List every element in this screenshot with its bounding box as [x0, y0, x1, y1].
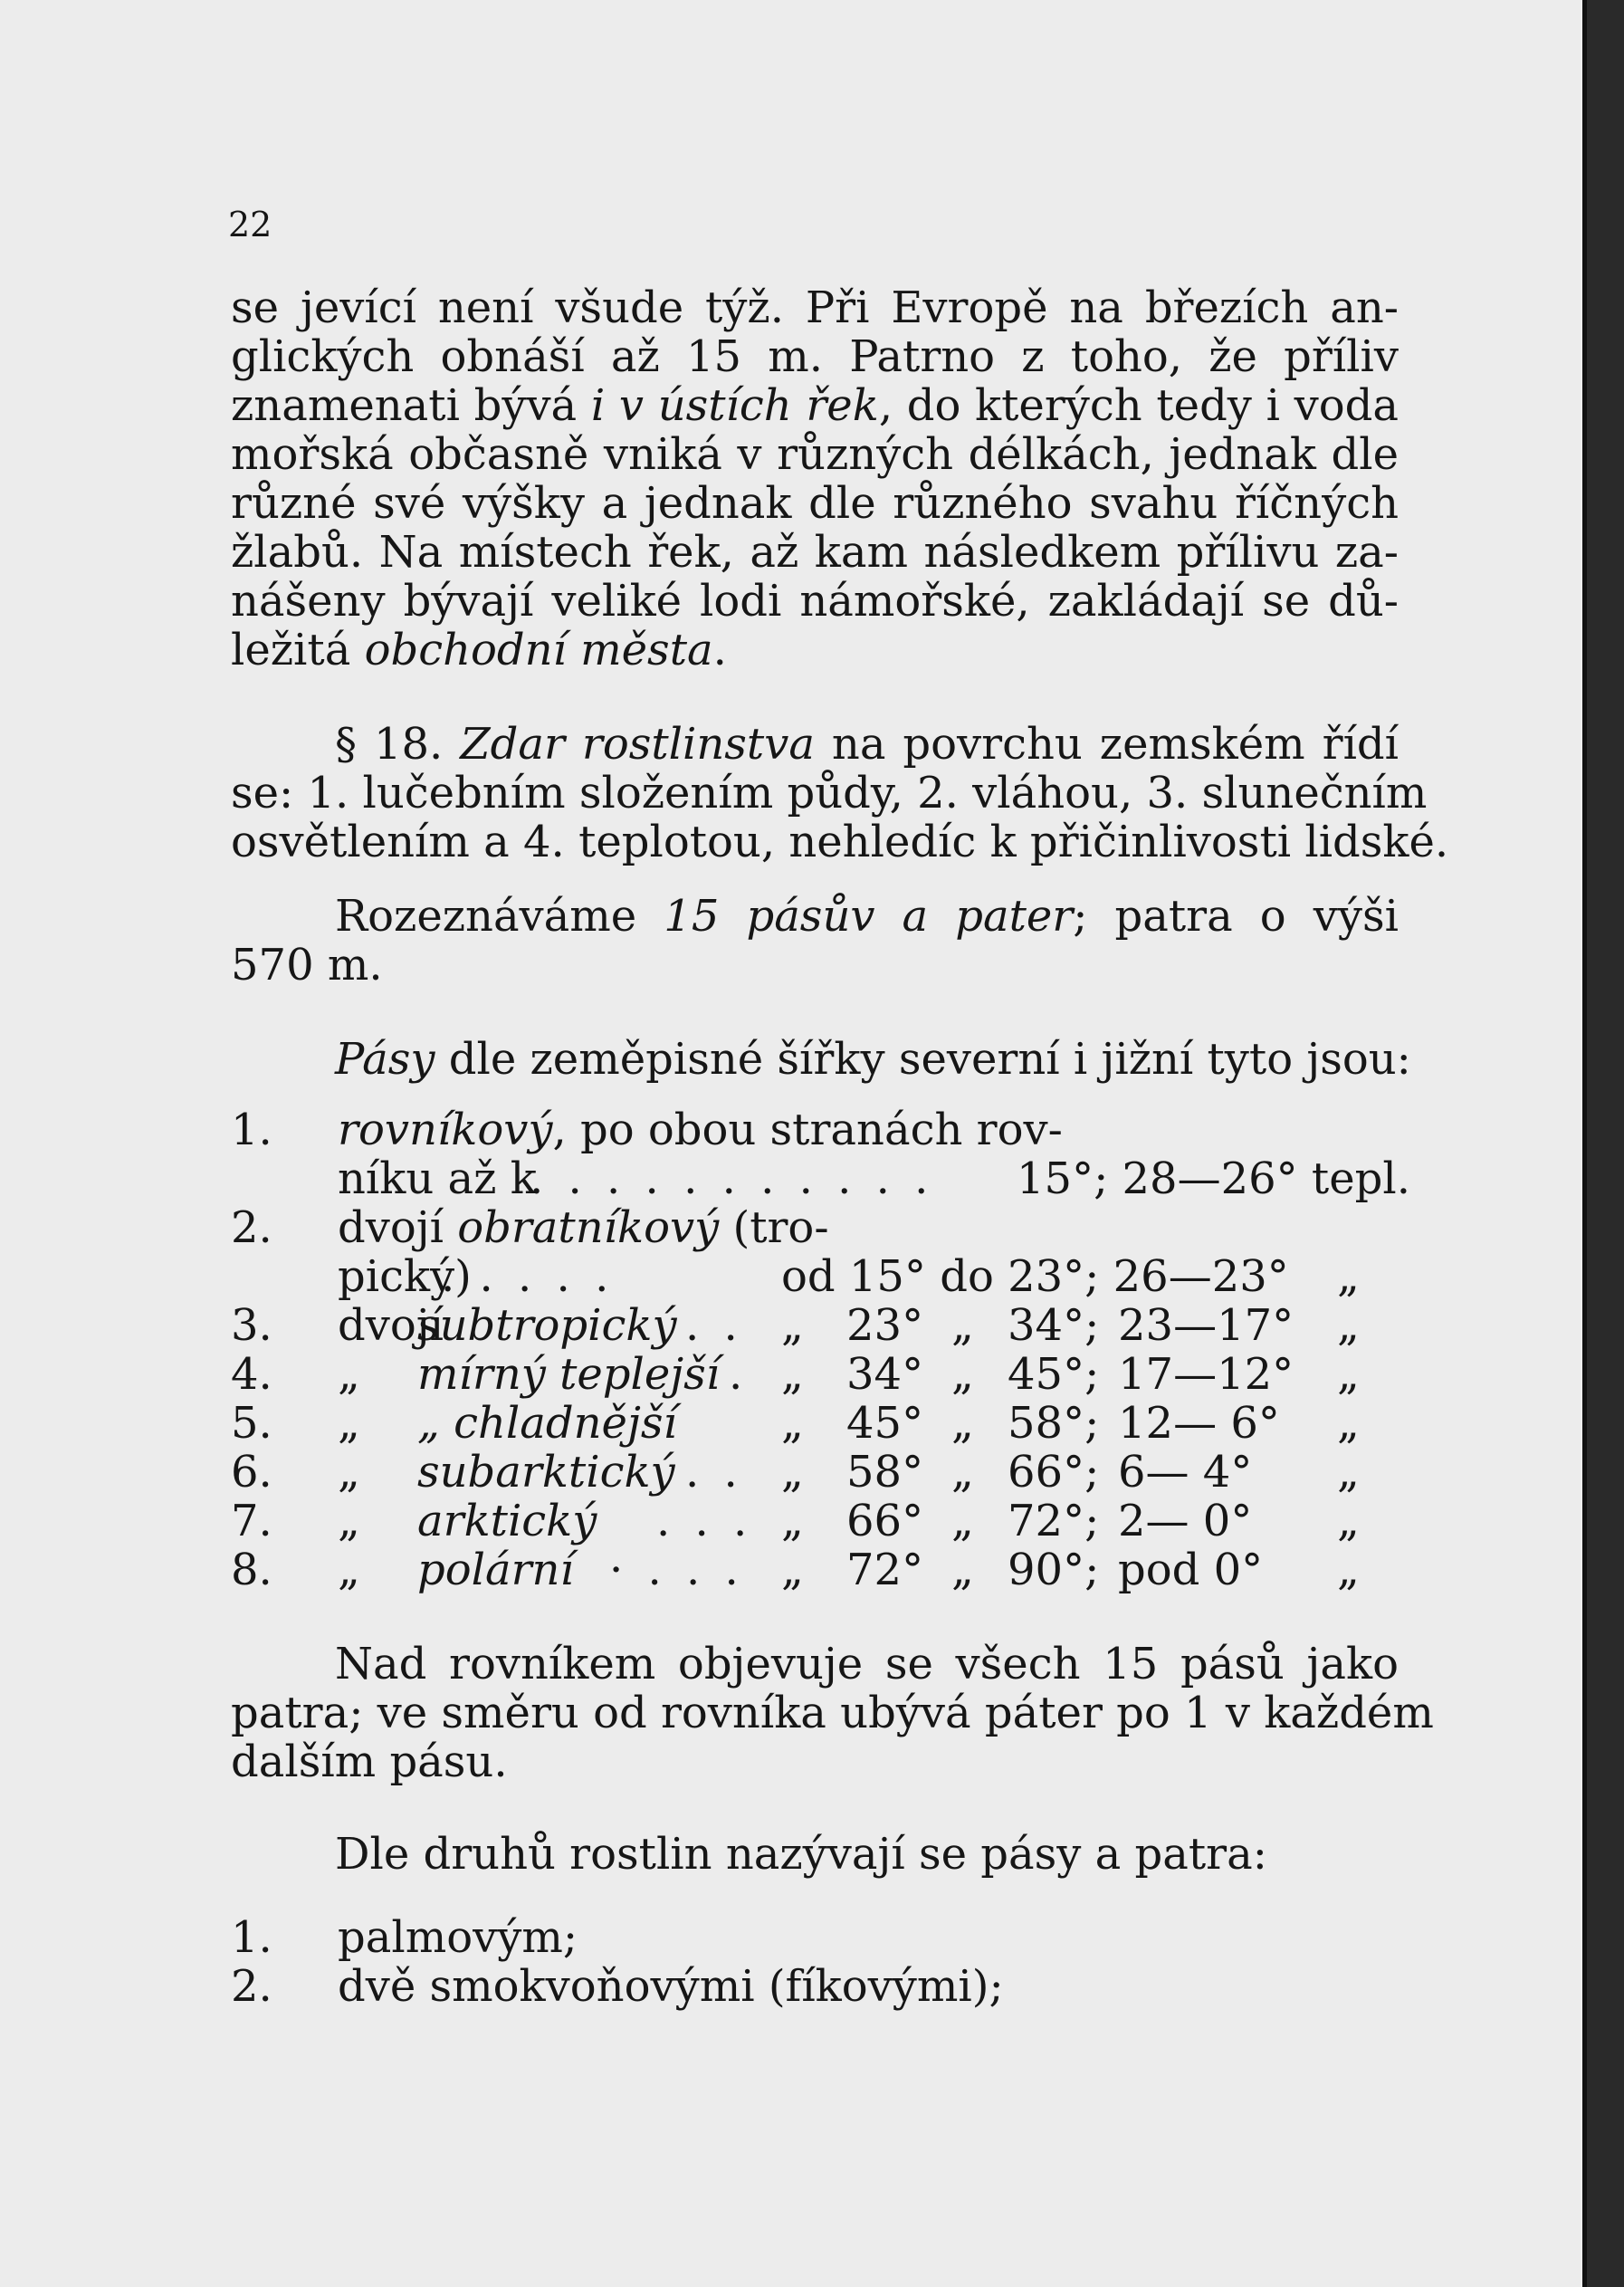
zone-temp: 2— 0°	[1118, 1496, 1253, 1546]
ditto-mark: „	[338, 1496, 360, 1546]
text-line: se: 1. lučebním složením půdy, 2. vláhou, 3. slunečním	[231, 768, 1428, 818]
text-span: ; patra o výši	[1073, 891, 1399, 942]
text-line: 570 m.	[231, 940, 383, 990]
zone-from: 45°	[846, 1398, 924, 1449]
italic-term: obchodní města	[364, 625, 713, 675]
zone-row-2	[231, 1201, 1417, 1255]
text-line	[335, 1032, 1411, 1086]
ditto-mark: „	[338, 1545, 360, 1595]
zone-name: arktický	[417, 1496, 597, 1546]
leader-dots: . . . . . . . . . . .	[530, 1153, 934, 1204]
ditto-mark: „	[1337, 1251, 1360, 1302]
leader-dots: . .	[685, 1447, 743, 1498]
zone-name: obratníkový	[457, 1202, 720, 1253]
zone-label	[338, 1201, 829, 1255]
text-line	[335, 889, 1399, 943]
ditto-mark: „	[781, 1349, 804, 1400]
list-text: palmovým;	[338, 1912, 578, 1963]
zone-name: mírný teplejší	[417, 1349, 721, 1400]
ditto-mark: „	[1337, 1398, 1360, 1449]
leader-dots: . . . . .	[441, 1251, 615, 1302]
text-span: (tro-	[719, 1202, 829, 1253]
text-span: .	[712, 625, 727, 675]
zone-from: 34°	[846, 1349, 924, 1400]
ditto-mark: „	[1337, 1545, 1360, 1595]
zone-temp: 23—17°	[1118, 1300, 1294, 1351]
ditto-mark: „	[951, 1300, 974, 1351]
leader-dots: · . . .	[609, 1545, 744, 1595]
zone-from: 23°	[846, 1300, 924, 1351]
ditto-mark: „	[781, 1398, 804, 1449]
text-line: mořská občasně vniká v různých délkách, jednak dle	[231, 429, 1399, 480]
italic-term: 15 pásův a pater	[664, 891, 1074, 942]
zone-to: 34°;	[1008, 1300, 1100, 1351]
text-span: dle zeměpisné šířky severní i jižní tyto jsou:	[435, 1034, 1411, 1085]
leader-dots: . .	[685, 1300, 743, 1351]
zone-label	[338, 1103, 1063, 1157]
ditto-mark: dvojí	[338, 1300, 444, 1351]
text-span: níku až k	[338, 1153, 537, 1204]
list-number: 2.	[231, 1202, 272, 1253]
ditto-mark: „	[1337, 1496, 1360, 1546]
scan-border	[1587, 0, 1624, 2287]
section-number: § 18.	[335, 719, 461, 770]
list-number: 2.	[231, 1961, 272, 2012]
list-number: 7.	[231, 1496, 272, 1546]
text-line: glických obnáší až 15 m. Patrno z toho, že příliv	[231, 331, 1399, 382]
italic-term: i v ústích řek	[590, 380, 879, 431]
list-number: 1.	[231, 1105, 272, 1155]
zone-name: polární	[417, 1545, 574, 1595]
ditto-mark: „	[951, 1545, 974, 1595]
text-span: , po obou stranách rov-	[552, 1105, 1063, 1155]
zone-to: 58°;	[1008, 1398, 1100, 1449]
list-number: 3.	[231, 1300, 272, 1351]
italic-term: Zdar rostlinstva	[460, 719, 815, 770]
zone-name: „ chladnější	[417, 1398, 677, 1449]
list-number: 4.	[231, 1349, 272, 1400]
zone-row-1	[231, 1103, 1417, 1157]
text-span: na povrchu zemském řídí	[814, 719, 1400, 770]
list-number: 8.	[231, 1545, 272, 1595]
ditto-mark: „	[338, 1447, 360, 1498]
text-line: Nad rovníkem objevuje se všech 15 pásů jako	[335, 1639, 1399, 1689]
text-line: dalším pásu.	[231, 1737, 508, 1787]
zone-range: 15°; 28—26° tepl.	[1017, 1153, 1410, 1204]
zone-to: 45°;	[1008, 1349, 1100, 1400]
zone-row-2-cont	[231, 1249, 1417, 1304]
plant-item-1	[231, 1910, 1417, 1965]
zone-from: 72°	[846, 1545, 924, 1595]
ditto-mark: „	[781, 1496, 804, 1546]
text-line: patra; ve směru od rovníka ubývá páter po 1 v každém	[231, 1688, 1434, 1738]
ditto-mark: „	[1337, 1349, 1360, 1400]
plant-item-2	[231, 1959, 1417, 2014]
leader-dots: . . .	[656, 1496, 753, 1546]
text-line: osvětlením a 4. teplotou, nehledíc k přičinlivosti lidské.	[231, 817, 1449, 867]
zone-name: subarktický	[417, 1447, 675, 1498]
leader-dots: .	[729, 1349, 749, 1400]
ditto-mark: „	[1337, 1447, 1360, 1498]
italic-term: Pásy	[335, 1034, 435, 1085]
ditto-mark: „	[781, 1447, 804, 1498]
zone-temp: 17—12°	[1118, 1349, 1294, 1400]
text-span: znamenati bývá	[231, 380, 591, 431]
zone-to: 66°;	[1008, 1447, 1100, 1498]
ditto-mark: „	[951, 1349, 974, 1400]
zone-to: 72°;	[1008, 1496, 1100, 1546]
zone-row-6	[231, 1445, 1417, 1499]
zone-row-8	[231, 1543, 1417, 1597]
zone-range: od 15° do 23°; 26—23°	[781, 1251, 1289, 1302]
text-span: , do kterých tedy i voda	[878, 380, 1400, 431]
ditto-mark: „	[951, 1398, 974, 1449]
list-text: dvě smokvoňovými (fíkovými);	[338, 1961, 1004, 2012]
text-span: ležitá	[231, 625, 365, 675]
list-number: 5.	[231, 1398, 272, 1449]
list-number: 6.	[231, 1447, 272, 1498]
text-line: Dle druhů rostlin nazývají se pásy a patra:	[335, 1829, 1267, 1880]
zone-to: 90°;	[1008, 1545, 1100, 1595]
text-line: žlabů. Na místech řek, až kam následkem přílivu za-	[231, 527, 1399, 578]
text-line: různé své výšky a jednak dle různého svahu říčných	[231, 478, 1399, 529]
text-line: nášeny bývají veliké lodi námořské, zakládají se dů-	[231, 576, 1399, 627]
ditto-mark: „	[338, 1398, 360, 1449]
zone-row-1-cont	[231, 1152, 1417, 1206]
text-line	[231, 378, 1399, 433]
zone-temp: pod 0°	[1118, 1545, 1264, 1595]
ditto-mark: „	[781, 1545, 804, 1595]
text-span: dvojí	[338, 1202, 458, 1253]
ditto-mark: „	[338, 1349, 360, 1400]
zone-row-4	[231, 1347, 1417, 1402]
ditto-mark: „	[1337, 1300, 1360, 1351]
text-span: pický)	[338, 1251, 472, 1302]
text-span: Rozeznáváme	[335, 891, 664, 942]
zone-name: rovníkový	[338, 1105, 553, 1155]
ditto-mark: „	[781, 1300, 804, 1351]
text-line: se jevící není všude týž. Při Evropě na březích an-	[231, 282, 1399, 333]
zone-row-3	[231, 1298, 1417, 1353]
zone-row-5	[231, 1396, 1417, 1450]
section-heading-line	[335, 717, 1399, 771]
zone-row-7	[231, 1494, 1417, 1548]
list-number: 1.	[231, 1912, 272, 1963]
zone-from: 66°	[846, 1496, 924, 1546]
text-line	[231, 623, 1399, 677]
page-number: 22	[228, 205, 272, 244]
ditto-mark: „	[951, 1447, 974, 1498]
zone-temp: 12— 6°	[1118, 1398, 1280, 1449]
zone-from: 58°	[846, 1447, 924, 1498]
zone-temp: 6— 4°	[1118, 1447, 1253, 1498]
ditto-mark: „	[951, 1496, 974, 1546]
zone-name: subtropický	[417, 1300, 677, 1351]
